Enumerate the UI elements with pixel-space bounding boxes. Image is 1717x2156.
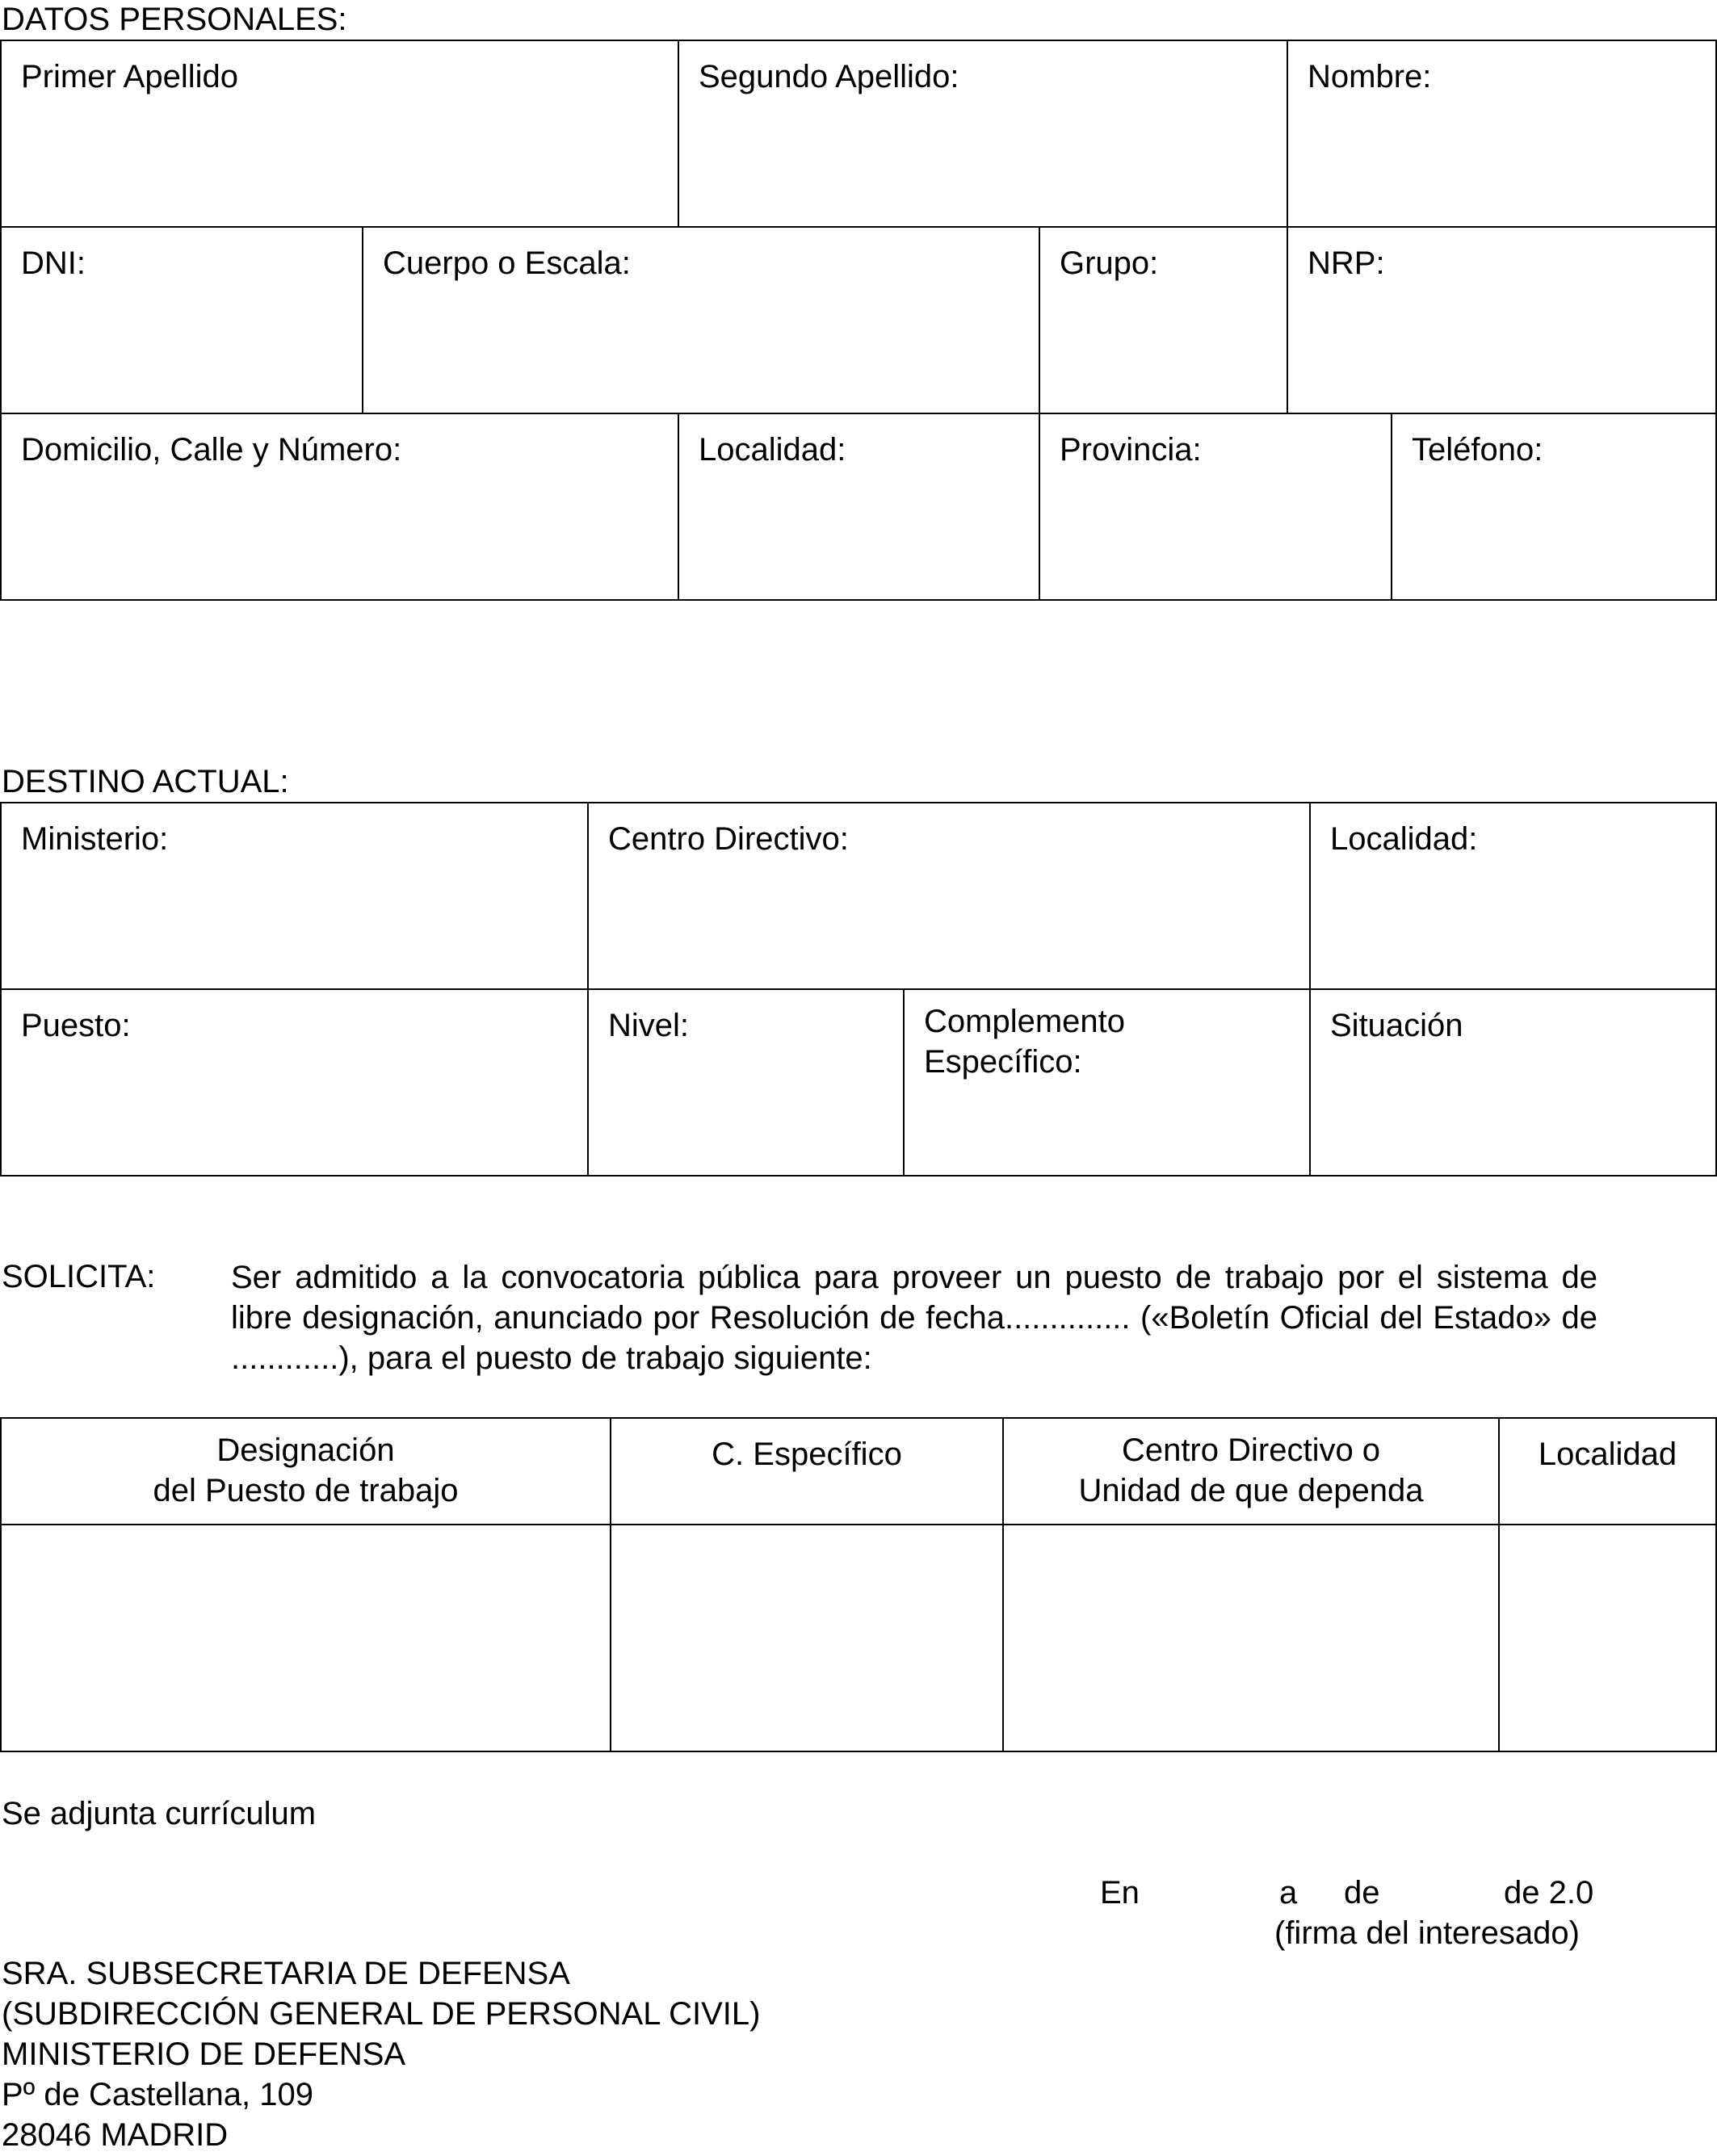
grupo-label: Grupo: xyxy=(1060,245,1159,281)
primer-apellido-label: Primer Apellido xyxy=(21,59,239,94)
localidad-header-label: Localidad xyxy=(1538,1437,1677,1472)
cuerpo-escala-field[interactable] xyxy=(363,228,1040,414)
ministerio-field[interactable] xyxy=(2,803,589,990)
table-header-centro xyxy=(1004,1419,1500,1525)
dni-field[interactable] xyxy=(2,228,363,414)
complemento-label: Complemento Específico: xyxy=(924,1004,1126,1080)
firma-a: a xyxy=(1279,1875,1298,1911)
centro-directivo-field[interactable] xyxy=(589,803,1311,990)
table-cell-especifico[interactable] xyxy=(611,1525,1004,1751)
domicilio-field[interactable] xyxy=(2,414,679,599)
destinatario-line4: Pº de Castellana, 109 xyxy=(2,2077,313,2112)
puesto-table xyxy=(0,1417,1717,1752)
cuerpo-escala-label: Cuerpo o Escala: xyxy=(383,245,631,281)
firma-de: de xyxy=(1344,1875,1380,1911)
table-cell-designacion[interactable] xyxy=(2,1525,611,1751)
situacion-field[interactable] xyxy=(1311,990,1715,1175)
table-header-designacion xyxy=(2,1419,611,1525)
nombre-field[interactable] xyxy=(1288,41,1715,228)
centro-header-label: Centro Directivo o Unidad de que dependa xyxy=(1078,1432,1424,1508)
puesto-label: Puesto: xyxy=(21,1008,131,1043)
grupo-field[interactable] xyxy=(1040,228,1288,414)
telefono-label: Teléfono: xyxy=(1412,432,1543,468)
provincia-field[interactable] xyxy=(1040,414,1392,599)
table-cell-centro[interactable] xyxy=(1004,1525,1500,1751)
firma-en: En xyxy=(1100,1875,1140,1911)
especifico-header-label: C. Específico xyxy=(712,1437,902,1472)
table-header-especifico xyxy=(611,1419,1004,1525)
destinatario-line5: 28046 MADRID xyxy=(2,2117,229,2153)
adjunta-curriculum: Se adjunta currículum xyxy=(2,1796,317,1831)
nombre-label: Nombre: xyxy=(1308,59,1432,94)
datos-personales-heading: DATOS PERSONALES: xyxy=(2,2,347,37)
nrp-label: NRP: xyxy=(1308,245,1385,281)
nrp-field[interactable] xyxy=(1288,228,1715,414)
ministerio-label: Ministerio: xyxy=(21,821,169,857)
localidad-label: Localidad: xyxy=(699,432,846,468)
firma-de-year: de 2.0 xyxy=(1504,1875,1594,1911)
dni-label: DNI: xyxy=(21,245,86,281)
solicita-label: SOLICITA: xyxy=(2,1259,156,1294)
complemento-field[interactable] xyxy=(905,990,1311,1175)
localidad-field[interactable] xyxy=(679,414,1040,599)
provincia-label: Provincia: xyxy=(1060,432,1202,468)
situacion-label: Situación xyxy=(1330,1008,1463,1043)
designacion-header-label: Designación del Puesto de trabajo xyxy=(153,1432,459,1508)
centro-directivo-label: Centro Directivo: xyxy=(608,821,849,857)
nivel-field[interactable] xyxy=(589,990,905,1175)
domicilio-label: Domicilio, Calle y Número: xyxy=(21,432,402,468)
destinatario-line3: MINISTERIO DE DEFENSA xyxy=(2,2036,406,2072)
firma-interesado: (firma del interesado) xyxy=(1274,1915,1580,1951)
table-cell-localidad[interactable] xyxy=(1500,1525,1715,1751)
destino-actual-grid xyxy=(0,802,1717,1177)
datos-personales-grid xyxy=(0,40,1717,601)
primer-apellido-field[interactable] xyxy=(2,41,679,228)
puesto-field[interactable] xyxy=(2,990,589,1175)
segundo-apellido-field[interactable] xyxy=(679,41,1288,228)
solicita-text: Ser admitido a la convocatoria pública para proveer un puesto de trabajo por el sistema de libre designación, anunciado por Resolución de fecha.............. («Boletín Oficial del Estado» de ............), para el puesto de trabajo siguiente: xyxy=(231,1260,1597,1376)
table-header-localidad xyxy=(1500,1419,1715,1525)
telefono-field[interactable] xyxy=(1392,414,1715,599)
destino-localidad-label: Localidad: xyxy=(1330,821,1478,857)
nivel-label: Nivel: xyxy=(608,1008,690,1043)
destinatario-line2: (SUBDIRECCIÓN GENERAL DE PERSONAL CIVIL) xyxy=(2,1996,761,2032)
destino-localidad-field[interactable] xyxy=(1311,803,1715,990)
destino-actual-heading: DESTINO ACTUAL: xyxy=(2,764,289,799)
segundo-apellido-label: Segundo Apellido: xyxy=(699,59,959,94)
destinatario-line1: SRA. SUBSECRETARIA DE DEFENSA xyxy=(2,1956,570,1991)
